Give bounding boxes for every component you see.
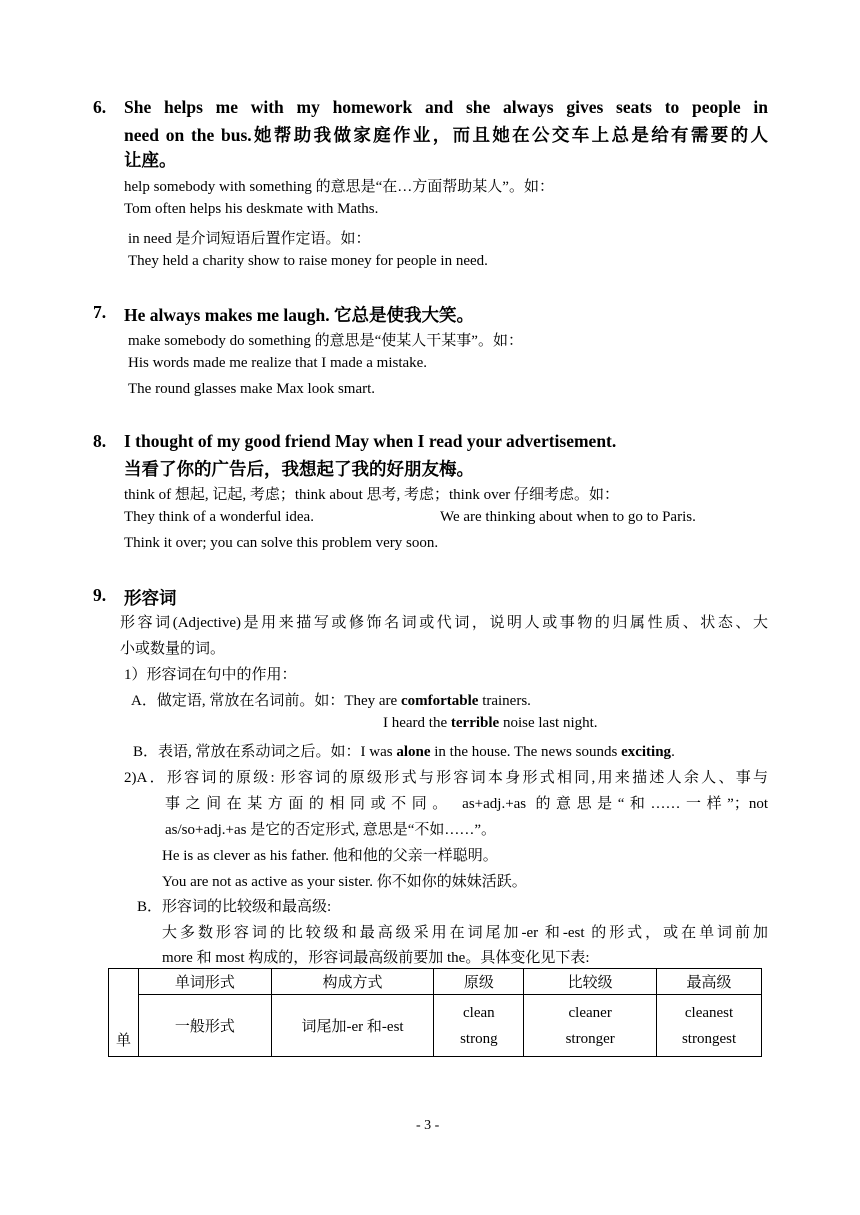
paragraph-line: as/so+adj.+as 是它的否定形式, 意思是“不如……”。: [165, 822, 497, 838]
paragraph-line: 2)A．形容词的原级: 形容词的原级形式与形容词本身形式相同,用来描述人余人、事与: [124, 770, 768, 786]
example-sentence: You are not as active as your sister. 你不如你的妹妹活跃。: [162, 874, 527, 890]
example-sentence: His words made me realize that I made a mistake.: [128, 355, 428, 371]
example-sentence: They held a charity show to raise money for people in need.: [128, 253, 488, 269]
item-number: 6.: [93, 97, 107, 117]
section-heading: 形容词: [124, 588, 177, 608]
example-sentence: Tom often helps his deskmate with Maths.: [124, 201, 379, 217]
example-sentence: We are thinking about when to go to Paris.: [440, 509, 696, 525]
table-cell: cleanest strongest: [657, 995, 762, 1057]
table-cell: 一般形式: [138, 995, 271, 1057]
table-header-cell: 构成方式: [271, 969, 434, 995]
paragraph-line: 小或数量的词。: [120, 641, 226, 657]
item-number: 8.: [93, 431, 107, 451]
table-cell: 词尾加-er 和-est: [271, 995, 434, 1057]
subheading: 1）形容词在句中的作用：: [124, 667, 297, 683]
example-sentence: I heard the terrible noise last night.: [383, 715, 598, 731]
explanation-text: think of 想起, 记起, 考虑；think about 思考, 考虑；think over 仔细考虑。如：: [124, 487, 619, 503]
section-heading: I thought of my good friend May when I read your advertisement.: [124, 431, 617, 451]
section-heading: He always makes me laugh. 它总是使我大笑。: [124, 305, 474, 325]
paragraph-line: 事之间在某方面的相同或不同。 as+adj.+as 的意思是“和……一样”；not: [165, 796, 768, 812]
table-header-cell: 原级: [434, 969, 524, 995]
paragraph-line: 大多数形容词的比较级和最高级采用在词尾加-er 和-est 的形式，或在单词前加: [162, 925, 768, 941]
section-heading: She helps me with my homework and she always gives seats to people in: [124, 97, 768, 117]
table-row: [109, 995, 762, 1057]
table-header-row: [109, 969, 762, 995]
explanation-text: help somebody with something 的意思是“在…方面帮助某人”。如：: [124, 179, 554, 195]
section-heading: 让座。: [124, 150, 177, 170]
table-side-cell: 单: [109, 969, 139, 1057]
table-header-cell: 比较级: [524, 969, 657, 995]
table-header-cell: 单词形式: [138, 969, 271, 995]
section-heading: 当看了你的广告后，我想起了我的好朋友梅。: [124, 459, 474, 479]
usage-attributive: A．做定语, 常放在名词前。如：They are comfortable trainers.: [131, 693, 531, 709]
adjective-forms-table: [108, 968, 762, 1057]
example-sentence: He is as clever as his father. 他和他的父亲一样聪明。: [162, 848, 498, 864]
example-sentence: They think of a wonderful idea.: [124, 509, 314, 525]
explanation-text: in need 是介词短语后置作定语。如：: [128, 231, 371, 247]
item-number: 7.: [93, 302, 107, 322]
paragraph-line: more 和 most 构成的，形容词最高级前要加 the。具体变化见下表:: [162, 950, 590, 966]
example-sentence: The round glasses make Max look smart.: [128, 381, 376, 397]
explanation-text: make somebody do something 的意思是“使某人干某事”。如：: [128, 333, 523, 349]
item-number: 9.: [93, 585, 107, 605]
subheading: B．形容词的比较级和最高级:: [137, 899, 332, 915]
paragraph-line: 形容词(Adjective)是用来描写或修饰名词或代词，说明人或事物的归属性质、状态、大: [120, 615, 768, 631]
usage-predicative: B．表语, 常放在系动词之后。如：I was alone in the house. The news sounds exciting.: [133, 744, 675, 760]
table-cell: clean strong: [434, 995, 524, 1057]
page-number: - 3 -: [416, 1118, 440, 1133]
example-sentence: Think it over; you can solve this problem very soon.: [124, 535, 439, 551]
table-cell: cleaner stronger: [524, 995, 657, 1057]
section-heading: need on the bus.她帮助我做家庭作业，而且她在公交车上总是给有需要的人: [124, 125, 768, 145]
table-header-cell: 最高级: [657, 969, 762, 995]
